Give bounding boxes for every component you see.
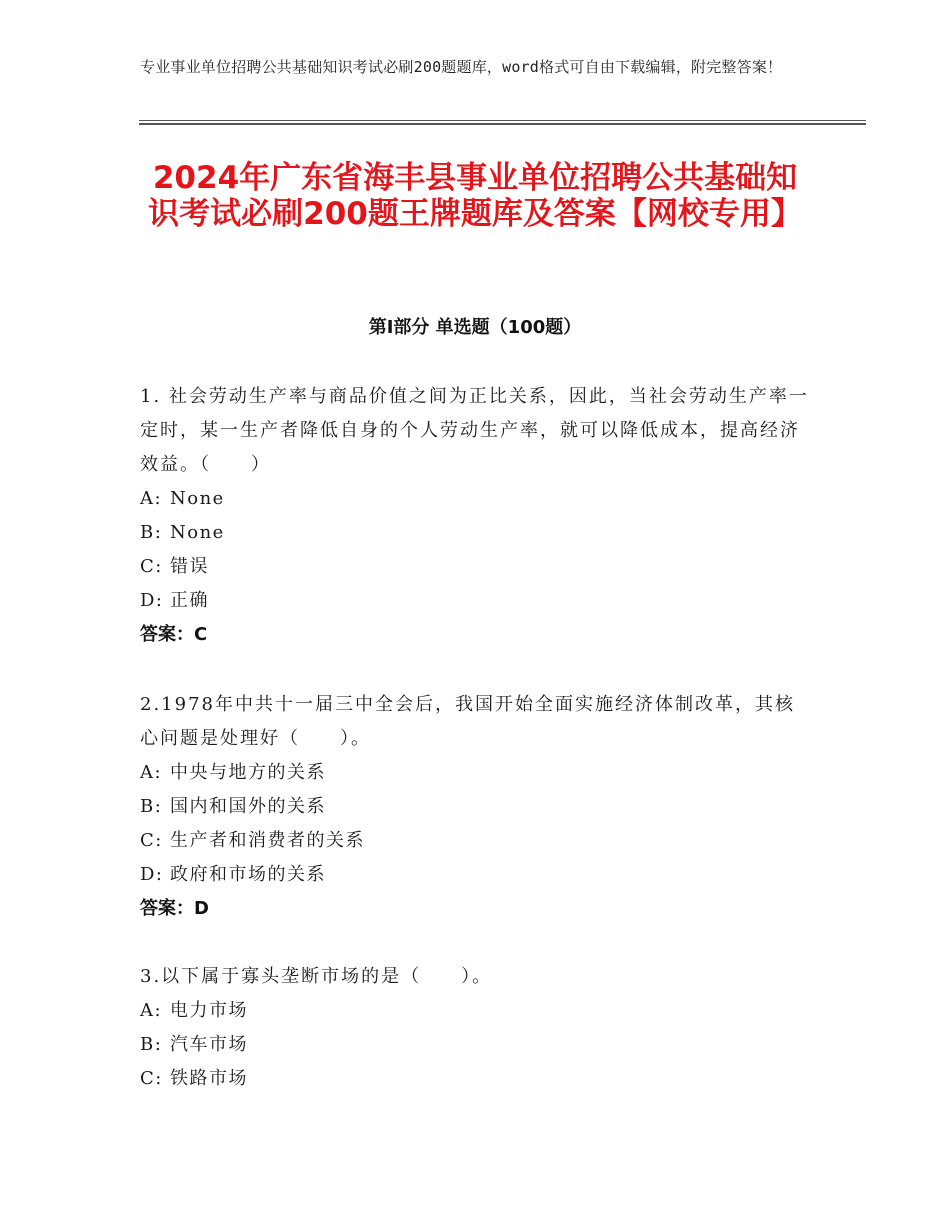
option-key: D:: [140, 864, 164, 885]
option-text: 国内和国外的关系: [170, 796, 326, 817]
option-text: 正确: [170, 590, 209, 611]
section-title: 第Ⅰ部分 单选题（100题）: [368, 317, 582, 338]
option-key: C:: [140, 556, 163, 577]
option-key: A:: [140, 762, 163, 783]
option-key: B:: [140, 1034, 163, 1055]
question-stem: 3.以下属于寡头垄断市场的是（ ）。: [140, 966, 493, 987]
option-text: 错误: [170, 556, 209, 577]
option-text: 政府和市场的关系: [170, 864, 326, 885]
header-divider: [139, 120, 866, 125]
question-stem: 1. 社会劳动生产率与商品价值之间为正比关系，因此，当社会劳动生产率一定时，某一生产者降低自身的个人劳动生产率，就可以降低成本，提高经济效益。（ ）: [140, 386, 809, 475]
question-1: [140, 380, 810, 652]
option-c: [140, 550, 810, 584]
option-b: [140, 516, 810, 550]
question-2: [140, 688, 810, 926]
header-note: 专业事业单位招聘公共基础知识考试必刷200题题库，word格式可自由下载编辑，附完整答案！: [140, 58, 783, 76]
option-key: C:: [140, 830, 163, 851]
option-key: A:: [140, 1000, 163, 1021]
option-key: C:: [140, 1068, 163, 1089]
document-title: 2024年广东省海丰县事业单位招聘公共基础知识考试必刷200题王牌题库及答案【网校专用】: [148, 160, 802, 232]
option-c: [140, 824, 810, 858]
option-text: 中央与地方的关系: [170, 762, 326, 783]
option-text: 汽车市场: [170, 1034, 248, 1055]
option-text: None: [170, 522, 225, 543]
option-c: [140, 1062, 810, 1096]
option-text: None: [170, 488, 225, 509]
option-text: 铁路市场: [170, 1068, 248, 1089]
option-key: B:: [140, 796, 163, 817]
option-text: 电力市场: [170, 1000, 248, 1021]
option-b: [140, 1028, 810, 1062]
option-a: [140, 994, 810, 1028]
option-key: A:: [140, 488, 163, 509]
answer-label: 答案：D: [140, 898, 209, 919]
option-d: [140, 858, 810, 892]
answer-label: 答案：C: [140, 624, 208, 645]
question-stem: 2.1978年中共十一届三中全会后，我国开始全面实施经济体制改革，其核心问题是处理好（ ）。: [140, 694, 795, 749]
question-3: [140, 960, 810, 1096]
option-d: [140, 584, 810, 618]
option-b: [140, 790, 810, 824]
option-key: D:: [140, 590, 164, 611]
option-a: [140, 482, 810, 516]
option-text: 生产者和消费者的关系: [170, 830, 365, 851]
option-a: [140, 756, 810, 790]
option-key: B:: [140, 522, 163, 543]
